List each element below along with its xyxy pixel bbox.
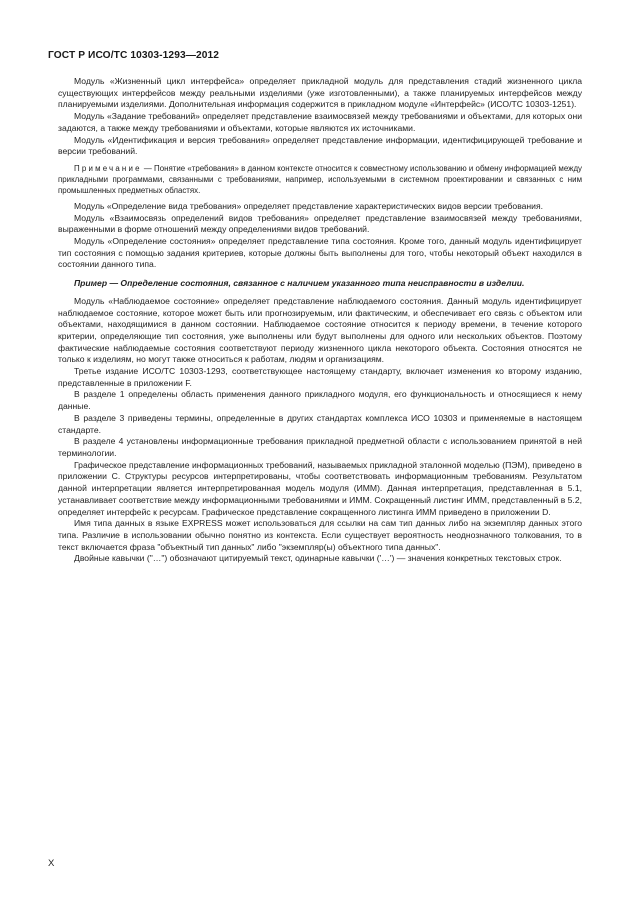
- paragraph: Модуль «Жизненный цикл интерфейса» определяет прикладной модуль для представления стадий жизненного цикла существующих интерфейсов между реальными изделиями (уже изготовленными), а также планируемых интерфейсов между планируемыми изделиями. Дополнительная информация содержится в прикладном модуле «Интерфейс» (ИСО/ТС 10303-1251).: [58, 76, 582, 110]
- paragraph: В разделе 3 приведены термины, определенные в других стандартах комплекса ИСО 10303 и применяемые в настоящем стандарте.: [58, 412, 582, 435]
- paragraph: Модуль «Определение состояния» определяет представление типа состояния. Кроме того, данный модуль идентифицирует тип состояния с помощью задания критериев, которые должны быть выполнены для того, чтобы некоторый объект находился в состоянии данного типа.: [58, 236, 582, 270]
- page-number: X: [48, 858, 55, 869]
- paragraph: В разделе 4 установлены информационные требования прикладной предметной области с использованием принятой в ней терминологии.: [58, 436, 582, 458]
- main-text: [58, 76, 582, 565]
- paragraph: Модуль «Задание требований» определяет представление взаимосвязей между требованиями и объектами, для которых они задаются, а также между требованиями и объектами, которые являются их источниками.: [58, 111, 582, 133]
- paragraph: В разделе 1 определены область применения данного прикладного модуля, его функциональность и относящиеся к нему данные.: [58, 389, 582, 412]
- paragraph: Модуль «Определение вида требования» определяет представление характеристических видов версии требования.: [74, 200, 544, 211]
- paragraph: Модуль «Взаимосвязь определений видов требования» определяет представление взаимосвязей между требованиями, выраженными в форме отношений между определениями видов требований.: [58, 212, 582, 235]
- paragraph: Графическое представление информационных требований, называемых прикладной эталонной моделью (ПЭМ), приведено в приложении С. Структуры ресурсов интерпретированы, чтобы соответствовать информационным требованиям. Результатом данной интерпретации является интерпретированная модель модуля (ИММ). Данная интерпретация, представленная в 5.1, устанавливает соответствие между информационными требованиями и ИММ. Сокращенный листинг ИММ, представленный в 5.2, определяет интерфейс к ресурсам. Графическое представление сокращенного листинга ИММ приведено в приложении D.: [58, 459, 582, 517]
- paragraph: Модуль «Наблюдаемое состояние» определяет представление наблюдаемого состояния. Данный модуль идентифицирует наблюдаемое состояние, которое может быть или прогнозируемым, или фактическим, и обеспечивает его связь с объектом или объектами, находящимися в данном состоянии. Наблюдаемое состояние относится к периоду времени, в течение которого критерии, определяющие тип состояния, уже выполнены или будут выполнены для одного или нескольких объектов. Поэтому фактические наблюдаемые состояния соответствуют периоду жизненного цикла некоторого объекта. Состояния относятся не только к изделиям, но могут также относиться к работам, людям и организациям.: [58, 295, 582, 365]
- note-label: Примечание: [74, 163, 142, 173]
- note: [58, 163, 582, 196]
- paragraph: Двойные кавычки ("…") обозначают цитируемый текст, одинарные кавычки ('…') — значения конкретных текстовых строк.: [74, 553, 562, 564]
- paragraph: Имя типа данных в языке EXPRESS может использоваться для ссылки на сам тип данных либо на экземпляр данных этого типа. Различие в использовании обычно понятно из контекста. Если существует вероятность неоднозначного толкования, то в текст включается фраза "объектный тип данных" либо "экземпляр(ы) объектного типа данных".: [58, 518, 582, 552]
- paragraph: Модуль «Идентификация и версия требования» определяет представление информации, идентифицирующей требование и версии требований.: [58, 134, 582, 157]
- example: Пример — Определение состояния, связанное с наличием указанного типа неисправности в изделии.: [74, 278, 525, 289]
- paragraph: Третье издание ИСО/ТС 10303-1293, соответствующее настоящему стандарту, включает изменения ко второму изданию, представленные в приложении F.: [58, 366, 582, 388]
- page-header: ГОСТ Р ИСО/ТС 10303-1293—2012: [48, 50, 220, 61]
- note-text: — Понятие «требования» в данном контексте относится к совместному использованию и обмену информацией между прикладными программами, связанными с требованиями, например, используемыми в системном проектировании и связанных с ним промышленных предметных областях.: [58, 163, 582, 195]
